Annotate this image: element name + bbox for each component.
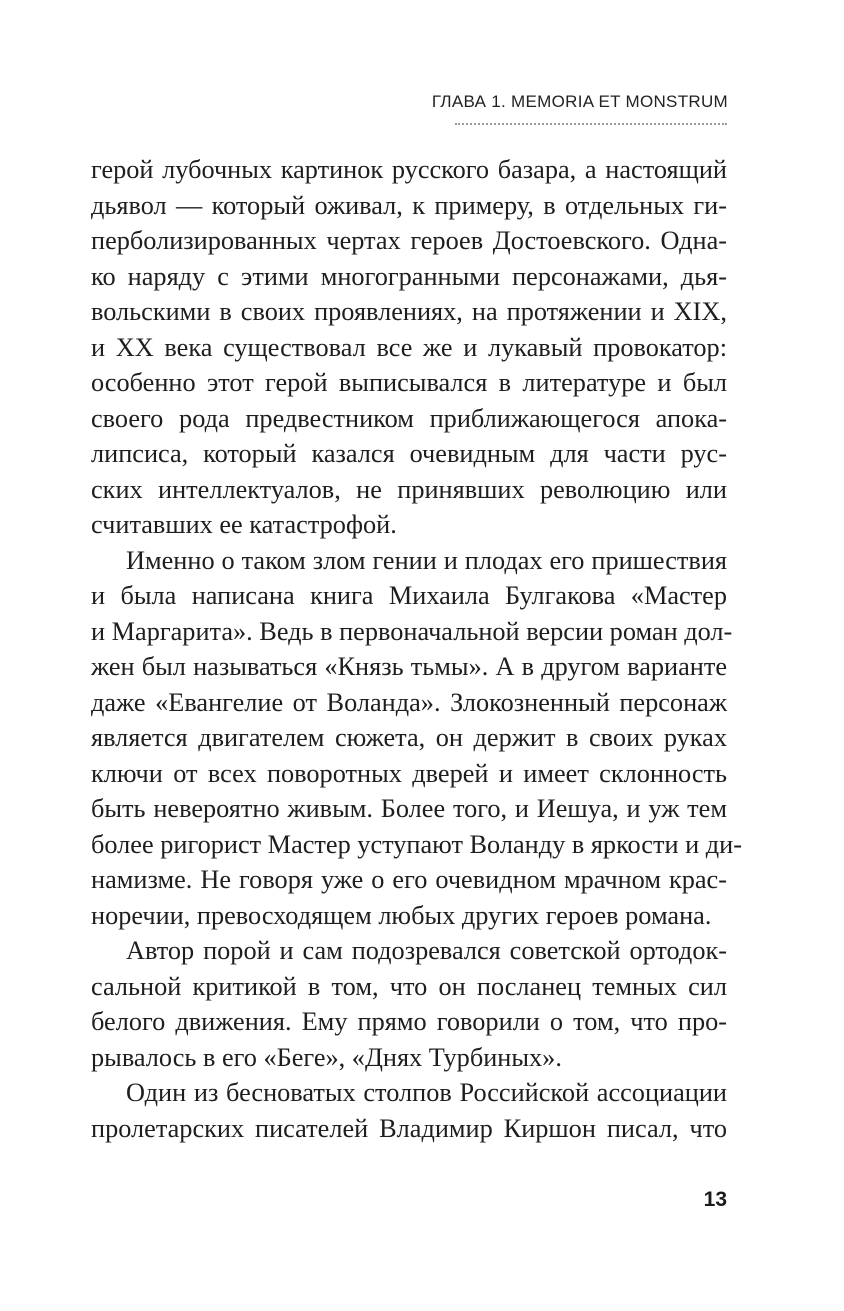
text-line: жен был называться «Князь тьмы». А в другом варианте: [91, 652, 727, 681]
text-line: и Маргарита». Ведь в первоначальной версии роман дол-: [91, 616, 733, 646]
text-line: липсиса, который казался очевидным для части рус-: [91, 439, 727, 468]
text-line: перболизированных чертах героев Достоевского. Одна-: [91, 226, 727, 255]
text-line: и XX века существовал все же и лукавый провокатор:: [91, 332, 727, 362]
text-line: считавших ее катастрофой.: [91, 510, 397, 539]
text-line: более ригорист Мастер уступают Воланду в яркости и ди-: [91, 829, 742, 859]
text-line: и была написана книга Михаила Булгакова «Мастер: [91, 581, 727, 610]
text-line: особенно этот герой выписывался в литературе и был: [91, 368, 727, 397]
text-line: дьявол — который оживал, к примеру, в отдельных ги-: [91, 190, 727, 220]
header-divider: [455, 123, 727, 125]
page-number: 13: [703, 1188, 727, 1211]
text-line: норечии, превосходящем любых других героев романа.: [91, 900, 712, 930]
text-line: вольскими в своих проявлениях, на протяжении и XIX,: [91, 297, 727, 326]
text-line: ко наряду с этими многогранными персонажами, дья-: [91, 261, 727, 291]
text-line: герой лубочных картинок русского базара, а настоящий: [91, 155, 727, 184]
text-line: своего рода предвестником приближающегося апока-: [91, 403, 727, 433]
running-head: ГЛАВА 1. MEMORIA ET MONSTRUM: [431, 92, 728, 111]
text-line: даже «Евангелие от Воланда». Злокозненный персонаж: [91, 687, 727, 717]
text-line: ключи от всех поворотных дверей и имеет склонность: [91, 758, 727, 788]
text-line: сальной критикой в том, что он посланец темных сил: [91, 971, 727, 1001]
paragraph-first-line: Автор порой и сам подозревался советской ортодок-: [126, 936, 727, 965]
text-line: пролетарских писателей Владимир Киршон писал, что: [91, 1113, 727, 1143]
text-line: белого движения. Ему прямо говорили о том, что про-: [91, 1007, 727, 1036]
text-line: рывалось в его «Беге», «Днях Турбиных».: [91, 1042, 562, 1072]
paragraph-first-line: Именно о таком злом гении и плодах его пришествия: [126, 545, 727, 575]
text-line: является двигателем сюжета, он держит в своих руках: [91, 723, 727, 752]
text-line: ских интеллектуалов, не принявших революцию или: [91, 474, 727, 504]
text-line: быть невероятно живым. Более того, и Иешуа, и уж тем: [91, 794, 727, 823]
text-line: намизме. Не говоря уже о его очевидном мрачном крас-: [91, 865, 727, 894]
paragraph-first-line: Один из бесноватых столпов Российской ассоциации: [126, 1078, 727, 1107]
body-text: [91, 152, 742, 1146]
